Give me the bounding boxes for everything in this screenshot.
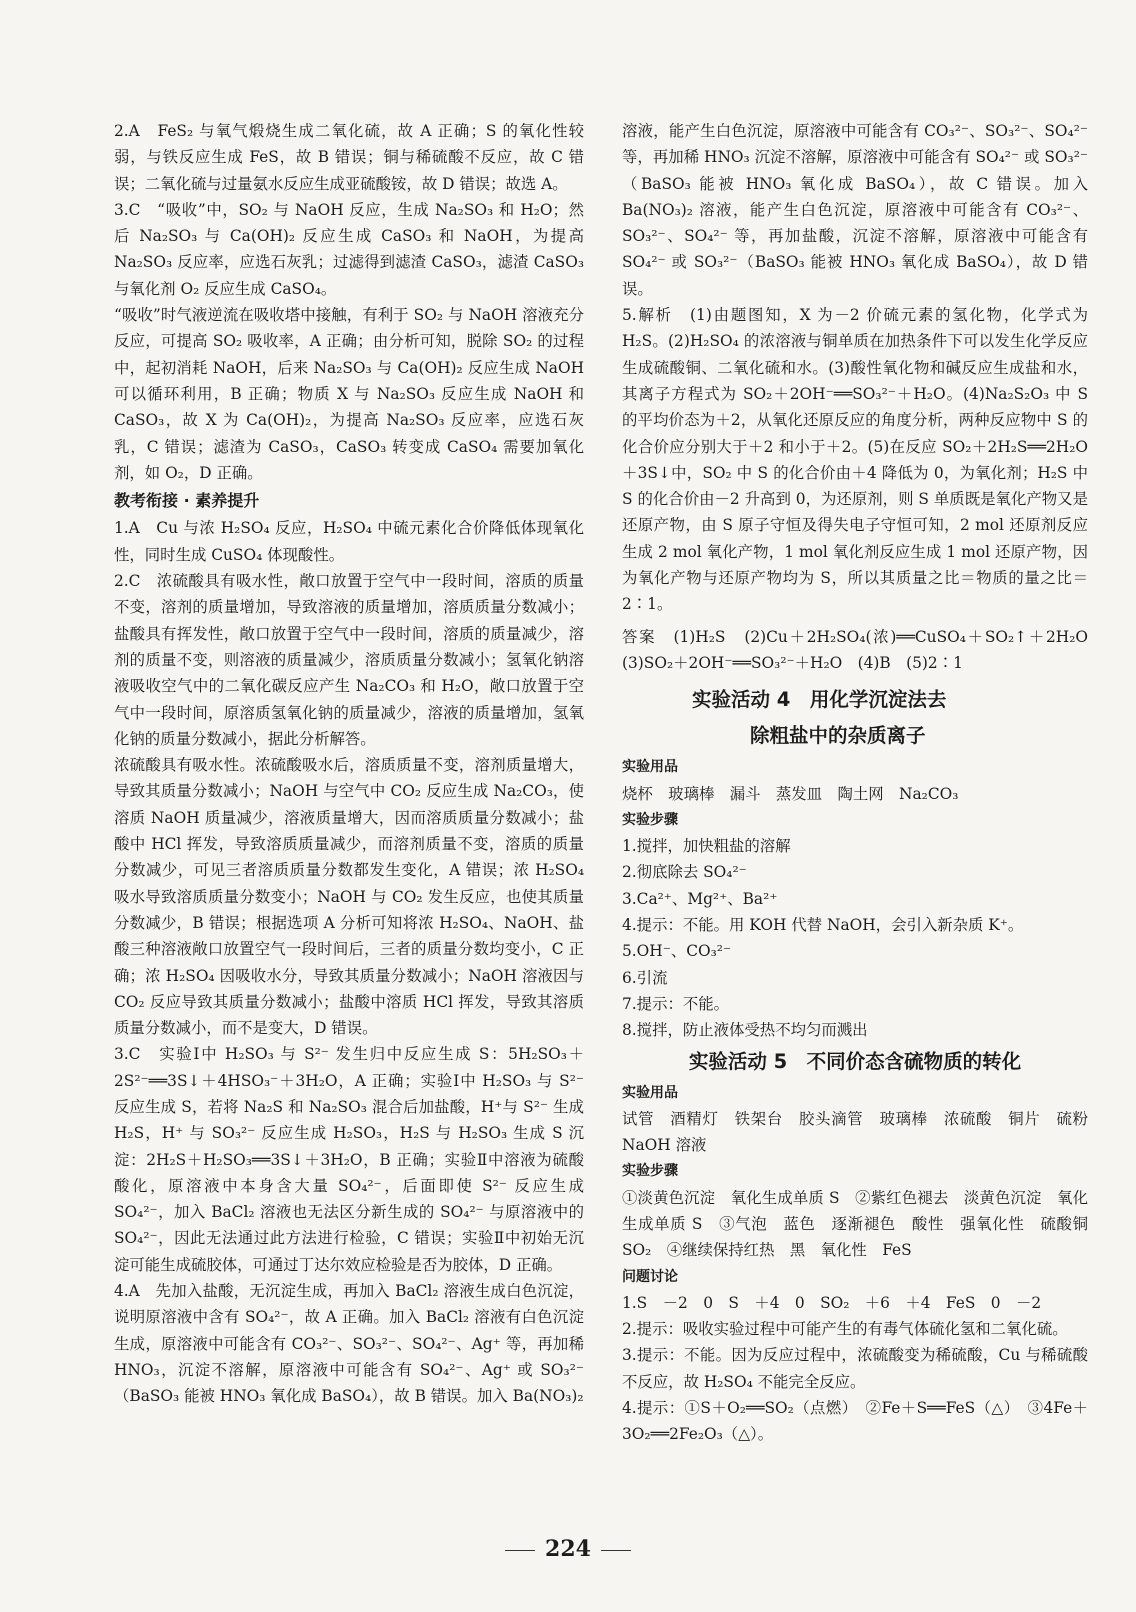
answer-2b-analysis: 浓硫酸具有吸水性。浓硫酸吸水后，溶质质量不变，溶剂质量增大，导致其质量分数减小；NaOH 与空气中 CO₂ 反应生成 Na₂CO₃，使溶质 NaOH 质量减少，溶液质量增大，因而溶质质量分数减小；盐酸中 HCl 挥发，导致溶质质量减少，而溶剂质量不变，溶质的质量分数减少，可见三者溶质质量分数都发生变化，A 错误；浓 H₂SO₄ 吸水导致溶质质量分数变小；NaOH 与 CO₂ 发生反应，也使其质量分数减少，B 错误；根据选项 A 分析可知将浓 H₂SO₄、NaOH、盐酸三种溶液敞口放置空气一段时间后，三者的质量分数均变小，C 正确；浓 H₂SO₄ 因吸收水分，导致其质量分数减小；NaOH 溶液因与 CO₂ 反应导致其质量分数减小；盐酸中溶质 HCl 挥发，导致其溶质质量分数减小，而不是变大，D 错误。 [114,756,584,1038]
answer-1: 1.A Cu 与浓 H₂SO₄ 反应，H₂SO₄ 中硫元素化合价降低体现氧化性，同时生成 CuSO₄ 体现酸性。 [114,519,584,564]
activity-5-discussion-heading: 问题讨论 [622,1268,678,1285]
page-number-text: 224 [545,1536,591,1562]
activity-5-discussion-3: 3.提示：不能。因为反应过程中，浓硫酸变为稀硫酸，Cu 与稀硫酸不反应，故 H₂SO₄ 不能完全反应。 [622,1346,1088,1391]
activity-4-step-5: 5.OH⁻、CO₃²⁻ [622,942,732,961]
page-number [0,1536,1136,1562]
activity-5-steps-heading: 实验步骤 [622,1163,678,1180]
activity-4-supplies-heading: 实验用品 [622,759,678,776]
activity-4-supplies: 烧杯 玻璃棒 漏斗 蒸发皿 陶土网 Na₂CO₃ [622,784,959,803]
activity-5-supplies: 试管 酒精灯 铁架台 胶头滴管 玻璃棒 浓硫酸 铜片 硫粉 NaOH 溶液 [622,1109,1104,1155]
activity-4-step-3: 3.Ca²⁺、Mg²⁺、Ba²⁺ [622,889,778,908]
activity-4-title-line2: 除粗盐中的杂质离子 [750,724,926,748]
activity-4-step-4: 4.提示：不能。用 KOH 代替 NaOH，会引入新杂质 K⁺。 [622,916,1024,935]
answer-4-continued: 溶液，能产生白色沉淀，原溶液中可能含有 CO₃²⁻、SO₃²⁻、SO₄²⁻ 等，再加稀 HNO₃ 沉淀不溶解，原溶液中可能含有 SO₄²⁻ 或 SO₃²⁻（BaSO₃ 能被 HNO₃ 氧化成 BaSO₄），故 C 错误。加入 Ba(NO₃)₂ 溶液，能产生白色沉淀，原溶液中可能含有 CO₃²⁻、SO₃²⁻、SO₄²⁻ 等，再加盐酸，沉淀不溶解，原溶液中可能含有 SO₄²⁻ 或 SO₃²⁻（BaSO₃ 能被 HNO₃ 氧化成 BaSO₄），故 D 错误。 [622,122,1088,298]
answer-3-analysis: “吸收”时气液逆流在吸收塔中接触，有利于 SO₂ 与 NaOH 溶液充分反应，可提高 SO₂ 吸收率，A 正确；由分析可知，脱除 SO₂ 的过程中，起初消耗 NaOH，后来 Na₂SO₃ 与 Ca(OH)₂ 反应生成 NaOH 可以循环利用，B 正确；物质 X 与 Na₂SO₃ 反应生成 NaOH 和 CaSO₃，故 X 为 Ca(OH)₂，为提高 Na₂SO₃ 反应率，应选石灰乳，C 错误；滤渣为 CaSO₃，CaSO₃ 转变成 CaSO₄ 需要加氧化剂，如 O₂，D 正确。 [114,306,584,482]
activity-5-discussion-4: 4.提示：①S＋O₂══SO₂（点燃） ②Fe＋S══FeS（△） ③4Fe＋3O₂══2Fe₂O₃（△）。 [622,1399,1088,1444]
activity-5-steps: ①淡黄色沉淀 氧化生成单质 S ②紫红色褪去 淡黄色沉淀 氧化生成单质 S ③气泡 蓝色 逐渐褪色 酸性 强氧化性 硫酸铜 SO₂ ④继续保持红热 黑 氧化性 FeS [622,1188,1104,1260]
left-column [114,118,584,1410]
activity-5-discussion-1: 1.S －2 0 S ＋4 0 SO₂ ＋6 ＋4 FeS 0 －2 [622,1293,1042,1312]
activity-5-discussion-2: 2.提示：吸收实验过程中可能产生的有毒气体硫化氢和二氧化硫。 [622,1320,1068,1339]
answer-2: 2.A FeS₂ 与氧气煅烧生成二氧化硫，故 A 正确；S 的氧化性较弱，与铁反应生成 FeS，故 B 错误；铜与稀硫酸不反应，故 C 错误；二氧化硫与过量氨水反应生成亚硫酸铵，故 D 错误；故选 A。 [114,122,584,193]
activity-5-title: 实验活动 5 不同价态含硫物质的转化 [688,1049,1022,1073]
activity-4-step-6: 6.引流 [622,968,668,987]
activity-4-step-8: 8.搅拌，防止液体受热不均匀而溅出 [622,1021,868,1040]
activity-4-title: 实验活动 4 用化学沉淀法去 [692,688,947,712]
answer-3b: 3.C 实验Ⅰ中 H₂SO₃ 与 S²⁻ 发生归中反应生成 S：5H₂SO₃＋2S²⁻══3S↓＋4HSO₃⁻＋3H₂O，A 正确；实验Ⅰ中 H₂SO₃ 与 S²⁻ 反应生成 S，若将 Na₂S 和 Na₂SO₃ 混合后加盐酸，H⁺与 S²⁻ 生成 H₂S，H⁺ 与 SO₃²⁻ 反应生成 H₂SO₃，H₂S 与 H₂SO₃ 生成 S 沉淀：2H₂S＋H₂SO₃══3S↓＋3H₂O，B 正确；实验Ⅱ中溶液为硫酸酸化，原溶液中本身含大量 SO₄²⁻，后面即使 S²⁻ 反应生成 SO₄²⁻，加入 BaCl₂ 溶液也无法区分新生成的 SO₄²⁻ 与原溶液中的 SO₄²⁻，因此无法通过此方法进行检验，C 错误；实验Ⅱ中初始无沉淀可能生成硫胶体，可通过丁达尔效应检验是否为胶体，D 正确。 [114,1045,584,1274]
answer-5-key: 答案 (1)H₂S (2)Cu＋2H₂SO₄(浓)══CuSO₄＋SO₂↑＋2H₂O (3)SO₂＋2OH⁻══SO₃²⁻＋H₂O (4)B (5)2∶1 [622,627,1104,672]
activity-4-step-1: 1.搅拌，加快粗盐的溶解 [622,837,791,856]
answer-2b: 2.C 浓硫酸具有吸水性，敞口放置于空气中一段时间，溶质的质量不变，溶剂的质量增加，导致溶液的质量增加，溶质质量分数减小；盐酸具有挥发性，敞口放置于空气中一段时间，溶质的质量减少，溶剂的质量不变，则溶液的质量减少，溶质质量分数减小；氢氧化钠溶液吸收空气中的二氧化碳反应产生 Na₂CO₃ 和 H₂O，敞口放置于空气中一段时间，原溶质氢氧化钠的质量减少，溶液的质量增加，氢氧化钠的质量分数减小，据此分析解答。 [114,572,584,748]
answer-3: 3.C “吸收”中，SO₂ 与 NaOH 反应，生成 Na₂SO₃ 和 H₂O；然后 Na₂SO₃ 与 Ca(OH)₂ 反应生成 CaSO₃ 和 NaOH，为提高 Na₂SO₃ 反应率，应选石灰乳；过滤得到滤渣 CaSO₃，滤渣 CaSO₃ 与氧化剂 O₂ 反应生成 CaSO₄。 [114,200,584,298]
activity-5-supplies-heading: 实验用品 [622,1084,678,1101]
activity-4-step-7: 7.提示：不能。 [622,994,730,1013]
right-column [622,118,1104,1448]
activity-4-steps-heading: 实验步骤 [622,811,678,828]
section-heading: 教考衔接 · 素养提升 [114,491,260,511]
answer-4: 4.A 先加入盐酸，无沉淀生成，再加入 BaCl₂ 溶液生成白色沉淀，说明原溶液中含有 SO₄²⁻，故 A 正确。加入 BaCl₂ 溶液有白色沉淀生成，原溶液中可能含有 CO₃²⁻、SO₃²⁻、SO₄²⁻、Ag⁺ 等，再加稀 HNO₃，沉淀不溶解，原溶液中可能含有 SO₄²⁻、Ag⁺ 或 SO₃²⁻（BaSO₃ 能被 HNO₃ 氧化成 BaSO₄），故 B 错误。加入 Ba(NO₃)₂ [114,1282,584,1406]
activity-4-step-2: 2.彻底除去 SO₄²⁻ [622,863,747,882]
answer-5-analysis: 5.解析 (1)由题图知，X 为－2 价硫元素的氢化物，化学式为 H₂S。(2)H₂SO₄ 的浓溶液与铜单质在加热条件下可以发生化学反应生成硫酸铜、二氧化硫和水。(3)酸性氧化物和碱反应生成盐和水，其离子方程式为 SO₂＋2OH⁻══SO₃²⁻＋H₂O。(4)Na₂S₂O₃ 中 S 的平均价态为＋2，从氧化还原反应的角度分析，两种反应物中 S 的化合价应分别大于＋2 和小于＋2。(5)在反应 SO₂＋2H₂S══2H₂O＋3S↓中，SO₂ 中 S 的化合价由＋4 降低为 0，为氧化剂；H₂S 中 S 的化合价由－2 升高到 0，为还原剂，则 S 单质既是氧化产物又是还原产物，由 S 原子守恒及得失电子守恒可知，2 mol 还原剂反应生成 2 mol 氧化产物，1 mol 氧化剂反应生成 1 mol 还原产物，因为氧化产物与还原产物均为 S，所以其质量之比＝物质的量之比＝2∶1。 [622,306,1088,614]
